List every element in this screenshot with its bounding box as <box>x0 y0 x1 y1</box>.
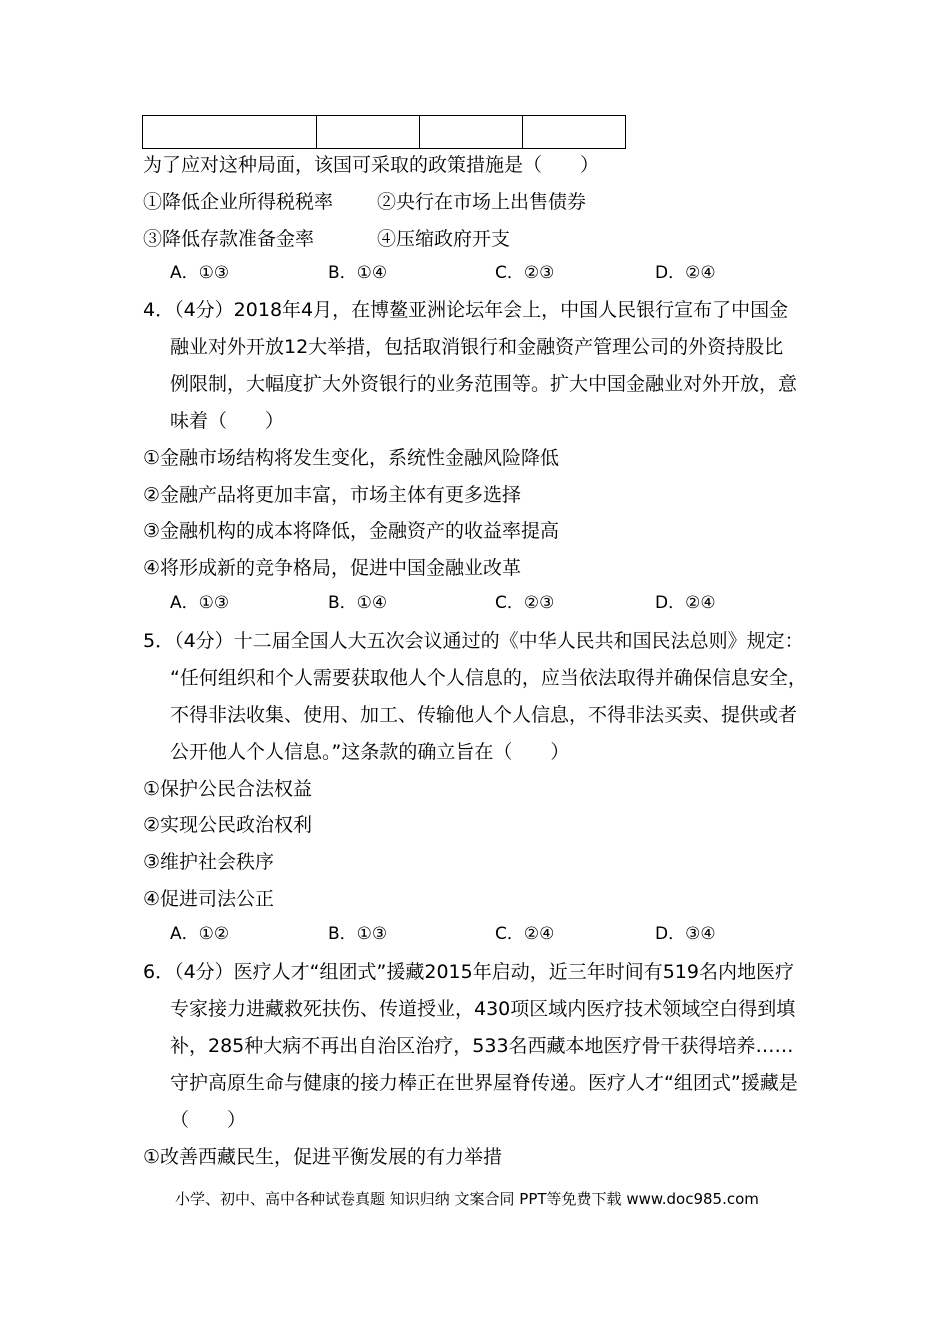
q3-option-d[interactable]: D．②④ <box>655 263 716 283</box>
q3-item-3: ③降低存款准备金率 <box>143 228 315 250</box>
q4-line-4: 味着（ ） <box>170 410 285 432</box>
q4-line-1: 4．（4分）2018年4月，在博鳌亚洲论坛年会上，中国人民银行宣布了中国金 <box>143 299 789 321</box>
q3-stem-tail: 为了应对这种局面，该国可采取的政策措施是（ ） <box>143 154 600 176</box>
q5-item-2: ②实现公民政治权利 <box>143 814 313 836</box>
q6-line-5: （ ） <box>170 1109 247 1131</box>
table-cell <box>317 116 420 149</box>
q5-option-d[interactable]: D．③④ <box>655 924 716 944</box>
q3-option-a[interactable]: A．①③ <box>170 263 230 283</box>
q4-option-c[interactable]: C．②③ <box>495 593 555 613</box>
q6-line-2: 专家接力进藏救死扶伤、传道授业，430项区域内医疗技术领域空白得到填 <box>170 998 796 1020</box>
q5-item-4: ④促进司法公正 <box>143 888 275 910</box>
table-cell <box>420 116 523 149</box>
q3-item-1: ①降低企业所得税税率 <box>143 191 334 213</box>
q3-item-2: ②央行在市场上出售债券 <box>377 191 587 213</box>
page-footer: 小学、初中、高中各种试卷真题 知识归纳 文案合同 PPT等免费下载 www.doc985.com <box>175 1190 759 1208</box>
q4-item-4: ④将形成新的竞争格局，促进中国金融业改革 <box>143 557 522 579</box>
q5-option-b[interactable]: B．①③ <box>328 924 388 944</box>
q4-item-3: ③金融机构的成本将降低，金融资产的收益率提高 <box>143 520 560 542</box>
q4-line-2: 融业对外开放12大举措，包括取消银行和金融资产管理公司的外资持股比 <box>170 336 784 358</box>
q3-item-4: ④压缩政府开支 <box>377 228 511 250</box>
q4-item-2: ②金融产品将更加丰富，市场主体有更多选择 <box>143 484 522 506</box>
q5-line-1: 5．（4分）十二届全国人大五次会议通过的《中华人民共和国民法总则》规定： <box>143 630 804 652</box>
q4-option-b[interactable]: B．①④ <box>328 593 388 613</box>
q5-option-c[interactable]: C．②④ <box>495 924 555 944</box>
q4-line-3: 例限制，大幅度扩大外资银行的业务范围等。扩大中国金融业对外开放，意 <box>170 373 798 395</box>
table-cell <box>143 116 317 149</box>
q3-option-b[interactable]: B．①④ <box>328 263 388 283</box>
table-cell <box>523 116 626 149</box>
q6-line-4: 守护高原生命与健康的接力棒正在世界屋脊传递。医疗人才“组团式”援藏是 <box>170 1072 798 1094</box>
q4-item-1: ①金融市场结构将发生变化，系统性金融风险降低 <box>143 447 560 469</box>
q5-item-1: ①保护公民合法权益 <box>143 778 313 800</box>
q5-option-a[interactable]: A．①② <box>170 924 230 944</box>
q6-line-3: 补，285种大病不再出自治区治疗，533名西藏本地医疗骨干获得培养…… <box>170 1035 794 1057</box>
q6-item-1: ①改善西藏民生，促进平衡发展的有力举措 <box>143 1146 503 1168</box>
q5-item-3: ③维护社会秩序 <box>143 851 275 873</box>
blank-table <box>142 115 626 149</box>
q5-line-4: 公开他人个人信息。”这条款的确立旨在（ ） <box>170 741 570 763</box>
q5-line-2: “任何组织和个人需要获取他人个人信息的，应当依法取得并确保信息安全， <box>170 667 807 689</box>
q6-line-1: 6．（4分）医疗人才“组团式”援藏2015年启动，近三年时间有519名内地医疗 <box>143 961 794 983</box>
q4-option-d[interactable]: D．②④ <box>655 593 716 613</box>
q5-line-3: 不得非法收集、使用、加工、传输他人个人信息，不得非法买卖、提供或者 <box>170 704 798 726</box>
table-row <box>143 116 626 149</box>
q4-option-a[interactable]: A．①③ <box>170 593 230 613</box>
q3-option-c[interactable]: C．②③ <box>495 263 555 283</box>
